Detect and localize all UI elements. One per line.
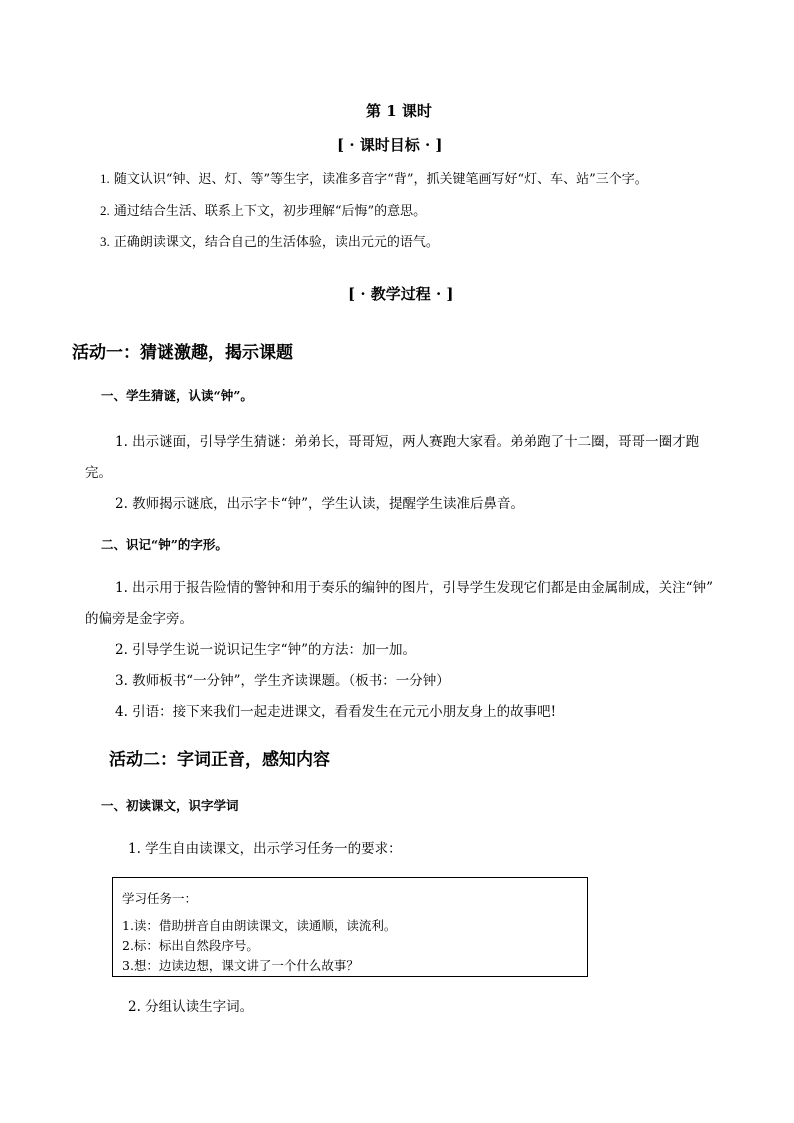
objectives-header: [ · 课时目标 · ] (337, 136, 443, 154)
activity1-section2-title: 二、识记“钟”的字形。 (101, 537, 228, 552)
objective-text: 随文认识“钟、迟、灯、等”等生字，读准多音字“背”，抓关键笔画写好“灯、车、站”三个字。 (113, 172, 648, 187)
process-header: [ · 教学过程 · ] (348, 285, 454, 303)
activity2-s1-item2: 2. 分组认读生字词。 (128, 999, 254, 1015)
objective-item (100, 200, 426, 219)
activity1-s2-item4: 4. 引语：接下来我们一起走进课文，看看发生在元元小朋友身上的故事吧! (115, 704, 557, 720)
task-box-line: 2.标：标出自然段序号。 (122, 938, 259, 953)
objective-number: 3. (100, 234, 110, 249)
task-box-heading: 学习任务一： (122, 891, 198, 906)
activity1-s2-item1-line2: 的偏旁是金字旁。 (85, 611, 193, 627)
activity2-section1-title: 一、初读课文，识字学词 (101, 798, 239, 813)
objective-number: 2. (100, 203, 110, 218)
objective-item (100, 231, 439, 250)
objective-text: 通过结合生活、联系上下文，初步理解“后悔”的意思。 (113, 204, 427, 219)
objective-item (100, 168, 648, 187)
activity2-s1-item1: 1. 学生自由读课文，出示学习任务一的要求： (128, 841, 402, 857)
activity1-section1-title: 一、学生猜谜，认读“钟”。 (101, 388, 253, 403)
activity1-s2-item2: 2. 引导学生说一说识记生字“钟”的方法：加一加。 (115, 642, 416, 658)
objective-number: 1. (100, 171, 110, 186)
activity1-title: 活动一：猜谜激趣，揭示课题 (72, 343, 293, 363)
lesson-title: 第 1 课时 (366, 102, 432, 120)
learning-task-box (112, 877, 588, 977)
task-box-line: 1.读：借助拼音自由朗读课文，读通顺，读流利。 (122, 918, 397, 933)
activity2-title: 活动二：字词正音，感知内容 (109, 750, 330, 770)
activity1-s2-item1-line1: 1. 出示用于报告险情的警钟和用于奏乐的编钟的图片，引导学生发现它们都是由金属制成，关注“钟” (115, 580, 713, 596)
activity1-s1-item1-line2: 完。 (85, 465, 112, 481)
activity1-s1-item2: 2. 教师揭示谜底，出示字卡“钟”，学生认读，提醒学生读准后鼻音。 (115, 496, 524, 512)
objective-text: 正确朗读课文，结合自己的生活体验，读出元元的语气。 (113, 235, 439, 250)
activity1-s2-item3: 3. 教师板书“一分钟”，学生齐读课题。（板书：一分钟） (115, 673, 450, 689)
activity1-s1-item1-line1: 1. 出示谜面，引导学生猜谜：弟弟长，哥哥短，两人赛跑大家看。弟弟跑了十二圈，哥哥一圈才跑 (115, 434, 700, 450)
task-box-line: 3.想：边读边想，课文讲了一个什么故事？ (122, 958, 359, 973)
